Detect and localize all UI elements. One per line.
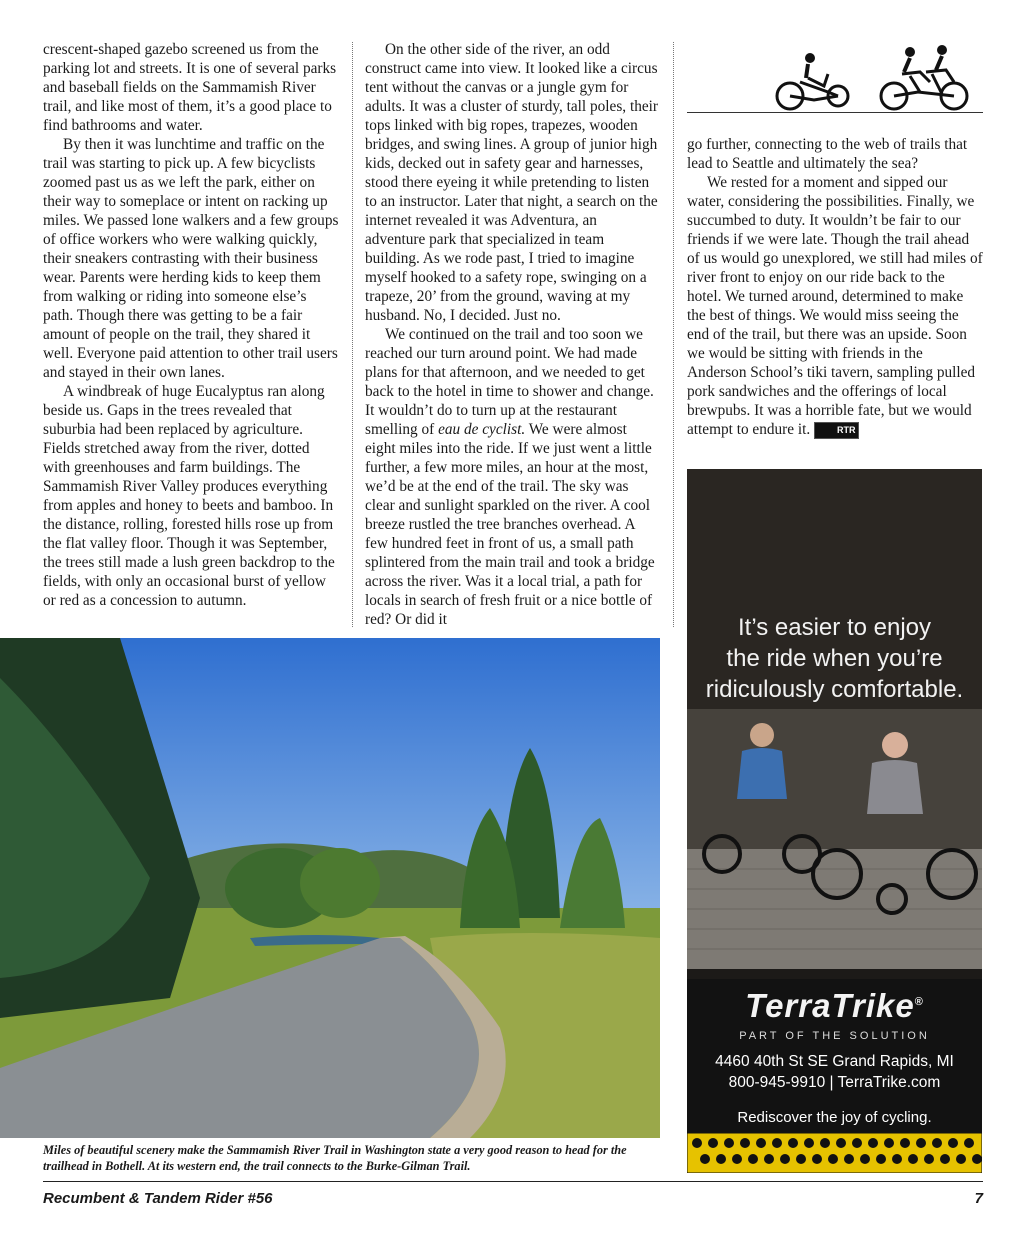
photo-caption: Miles of beautiful scenery make the Sammamish River Trail in Washington state a very good reason to head for the trailhead in Bothell. At its western end, the trail connects to the Burke-Gilman Trail. bbox=[43, 1143, 627, 1173]
publication-title: Recumbent & Tandem Rider #56 bbox=[43, 1190, 273, 1207]
footer-rule bbox=[43, 1181, 983, 1182]
paragraph: By then it was lunchtime and traffic on the trail was starting to pick up. A few bicyclists zoomed past us as we left the park, either on their way to someplace or intent on racking up miles. We passed lone walkers and a few groups of office workers who were walking quickly, their sneakers contrasting with their business wear. Parents were herding kids to keep them from walking or riding into someone else’s path. Though there was getting to be a fair amount of people on the trail, they shared it well. Everyone paid attention to other trail users and stayed in their own lanes. bbox=[43, 136, 339, 381]
ad-headline-line: the ride when you’re bbox=[726, 645, 943, 672]
ad-address: 4460 40th St SE Grand Rapids, MI bbox=[715, 1053, 954, 1070]
trail-scene-image bbox=[0, 638, 660, 1138]
article-column-2 bbox=[365, 40, 661, 629]
paragraph-text: We rested for a moment and sipped our water, considering the possibilities. Finally, we succumbed to duty. It wouldn’t be fair to our friends if we were late. Though the trail ahead of us would go unexplored, we still had miles of river front to enjoy on our ride back to the hotel. We turned around, determined to make the best of things. We would miss seeing the end of the trail, but there was an upside. Soon we would be sitting with friends in the Anderson School’s tiki tavern, sampling pulled pork sandwiches and the offerings of local brewpubs. It was a horrible fate, but we would attempt to endure it. bbox=[687, 174, 983, 438]
paragraph-text: We were almost eight miles into the ride. If we just went a little further, a few more miles, an hour at the most, we’d be at the end of the trail. The sky was clear and sunlight sparkled on the river. A cool breeze rustled the tree branches overhead. A few hundred feet in front of us, a small path splintered from the main trail and took a bridge across the river. Was it a local trial, a path for locals in search of fresh fruit or a nice bottle of red? Or did it bbox=[365, 421, 655, 628]
paragraph bbox=[365, 325, 661, 629]
ad-headline bbox=[687, 612, 982, 705]
end-mark-icon: RTR bbox=[814, 422, 859, 439]
paragraph-text: We continued on the trail and too soon we reached our turn around point. We had made plans for that afternoon, and we needed to get back to the hotel in time to shower and change. It wouldn’t do to turn up at the restaurant smelling of bbox=[365, 326, 654, 438]
brand-name: TerraTrike bbox=[745, 987, 915, 1024]
article-column-3 bbox=[687, 135, 983, 439]
ad-tagline: PART OF THE SOLUTION bbox=[739, 1030, 930, 1042]
header-rule bbox=[687, 112, 983, 113]
paragraph: On the other side of the river, an odd construct came into view. It looked like a circus tent without the canvas or a jungle gym for adults. It was a cluster of sturdy, tall poles, their tops linked with big ropes, trapezes, wooden bridges, and swing lines. A group of junior high kids, decked out in safety gear and harnesses, stood there eyeing it while pretending to listen to an instructor. Later that night, a search on the internet revealed it was Adventura, an adventure park that specialized in team building. As we rode past, I tried to imagine myself hooked to a safety rope, swinging on a trapeze, 20’ from the ground, waving at my husband. No, I decided. Just no. bbox=[365, 41, 658, 324]
italic-phrase: eau de cyclist. bbox=[438, 421, 526, 438]
article-column-1 bbox=[43, 40, 339, 610]
ad-call-to-action: Rediscover the joy of cycling. bbox=[737, 1109, 932, 1126]
page-number: 7 bbox=[974, 1190, 983, 1207]
recumbent-tandem-logo-icon bbox=[770, 42, 984, 116]
ad-headline-line: ridiculously comfortable. bbox=[705, 676, 964, 703]
column-divider bbox=[673, 42, 674, 627]
paragraph bbox=[687, 173, 983, 439]
registered-mark: ® bbox=[914, 996, 924, 1008]
column-divider bbox=[352, 42, 353, 627]
ad-headline-line: It’s easier to enjoy bbox=[738, 614, 931, 641]
terratrike-advertisement[interactable] bbox=[687, 469, 982, 1173]
paragraph: crescent-shaped gazebo screened us from the parking lot and streets. It is one of several parks and baseball fields on the Sammamish River trail, and like most of them, it’s a good place to find bathrooms and water. bbox=[43, 41, 337, 134]
ad-brand-block bbox=[687, 979, 982, 1139]
trail-photo bbox=[0, 638, 660, 1138]
terratrike-logo bbox=[687, 987, 982, 1025]
ad-phone-website[interactable]: 800-945-9910 | TerraTrike.com bbox=[728, 1074, 941, 1091]
paragraph: go further, connecting to the web of trails that lead to Seattle and ultimately the sea? bbox=[687, 136, 968, 172]
paragraph: A windbreak of huge Eucalyptus ran along beside us. Gaps in the trees revealed that suburbia had been replaced by agriculture. Fields stretched away from the river, dotted with greenhouses and farm buildings. The Sammamish River Valley produces everything from apples and honey to beets and bamboo. In the distance, rolling, forested hills rose up from the flat valley floor. Though it was September, the trees still made a lush green backdrop to the fields, with only an occasional burst of yellow or red as a concession to autumn. bbox=[43, 383, 335, 609]
